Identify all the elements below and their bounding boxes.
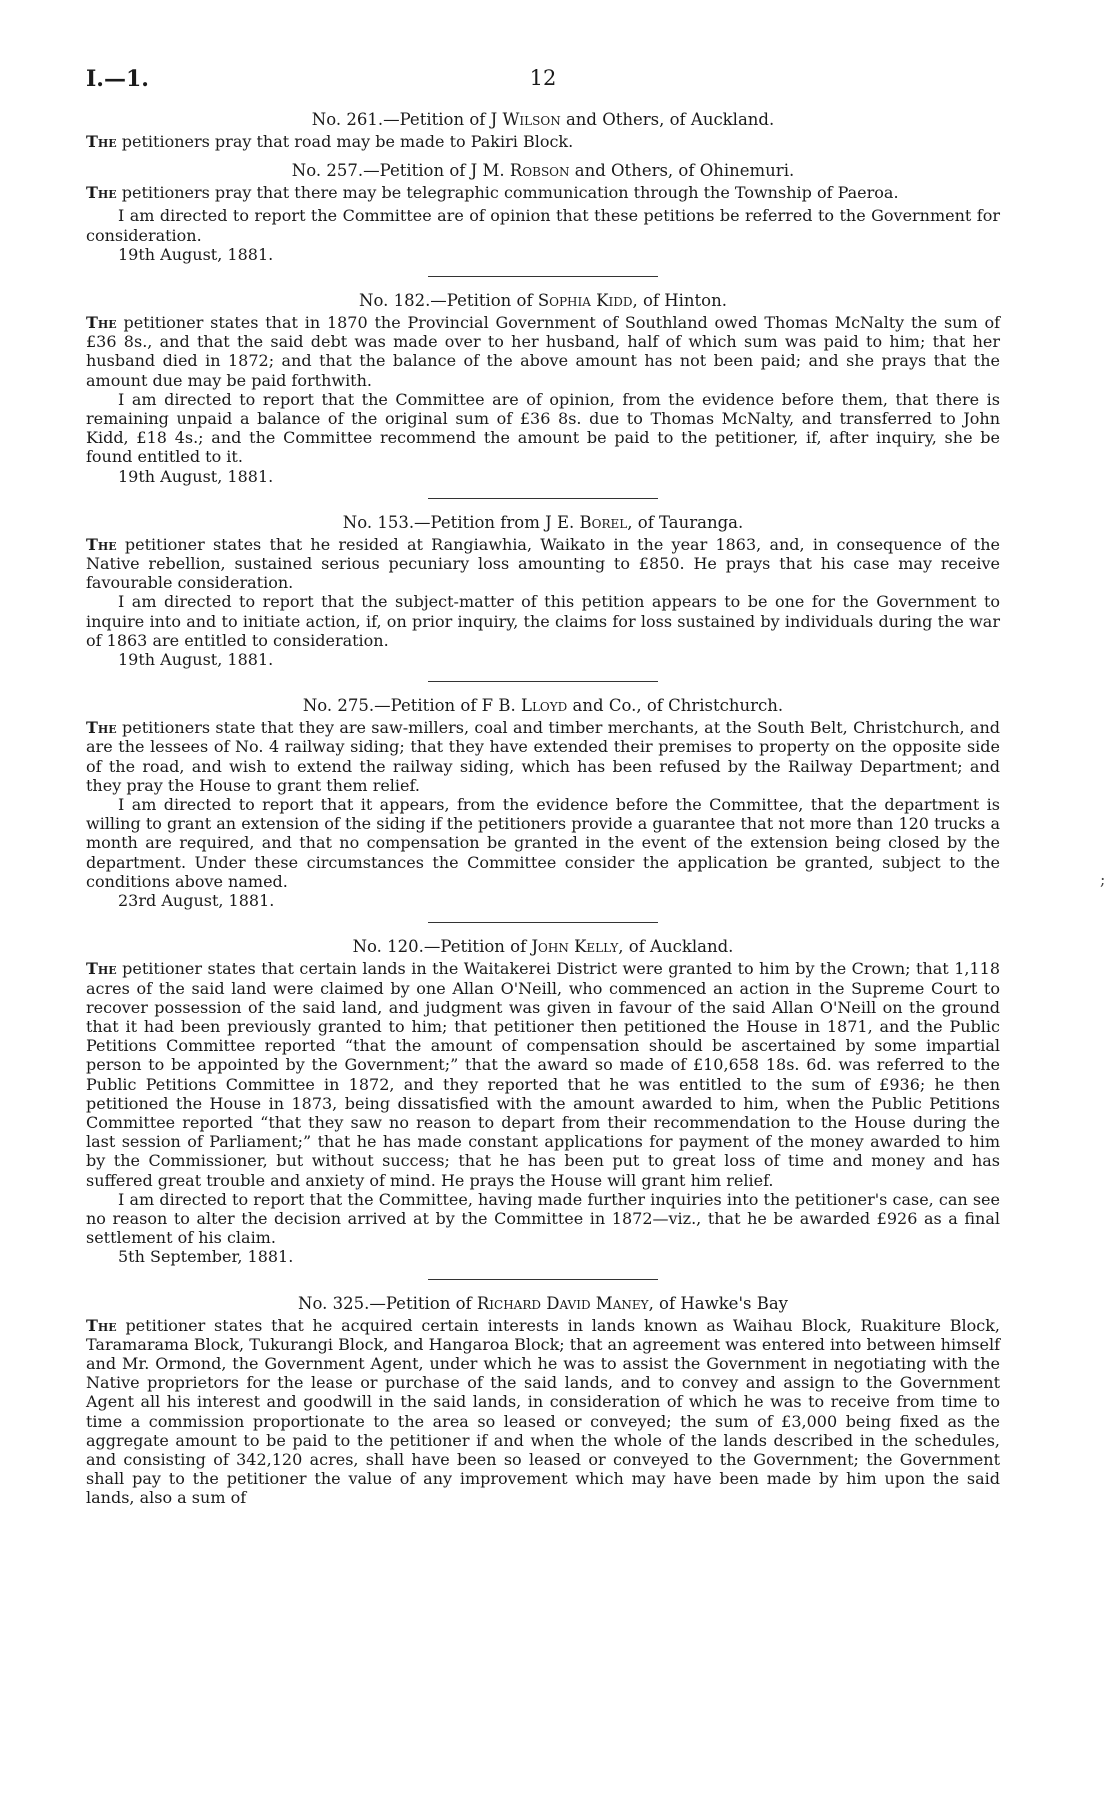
report-date: 19th August, 1881.: [118, 244, 274, 264]
report-date: 19th August, 1881.: [118, 650, 274, 670]
petition-title: No. 275.—Petition of F B. Lloyd and Co., of Christchurch.: [302, 696, 784, 716]
committee-report: I am directed to report that it appears, from the evidence before the Committee, that the department is willing to grant an extension of the siding if the petitioners provide a guarantee that not more than 120 trucks a month are required, and that no compensation be granted in the event of the extension being closed by the department. Under these circumstances the Committee consider the application be granted, subject to the conditions above named.: [86, 795, 1000, 891]
margin-mark: ;: [1100, 870, 1106, 889]
petition-body: The petitioner states that in 1870 the Provincial Government of Southland owed Thomas McNalty the sum of £36 8s., and that the said debt was made over to her husband, half of which sum was paid to him; that her husband died in 1872; and that the balance of the above amount has not been paid; and she prays that the amount due may be paid forthwith.: [86, 313, 1000, 390]
committee-report: I am directed to report that the Committee are of opinion, from the evidence before them, that there is remaining unpaid a balance of the original sum of £36 8s. due to Thomas McNalty, and transferred to John Kidd, £18 4s.; and the Committee recommend the amount be paid to the petitioner, if, after inquiry, she be found entitled to it.: [86, 389, 1000, 467]
document-page: [86, 66, 1000, 1508]
petition-title: No. 325.—Petition of Richard David Maney, of Hawke's Bay: [298, 1293, 788, 1313]
section-divider: [428, 681, 658, 682]
section-divider: [428, 922, 658, 923]
page-number: 12: [529, 66, 557, 90]
report-date: 5th September, 1881.: [118, 1247, 294, 1267]
section-divider: [428, 1279, 658, 1280]
petition-title: No. 257.—Petition of J M. Robson and Others, of Ohinemuri.: [291, 161, 795, 181]
page-header: [86, 66, 1000, 96]
petition-body: The petitioner states that he acquired certain interests in lands known as Waihau Block, Ruakiture Block, Taramarama Block, Tukurangi Block, and Hangaroa Block; that an agreement was entered into between himself and Mr. Ormond, the Government Agent, under which he was to assist the Government in negotiating with the Native proprietors for the lease or purchase of the said lands, and to convey and assign to the Government Agent all his interest and goodwill in the said lands, in consideration of which he was to receive from time to time a commission proportionate to the area so leased or conveyed; the sum of £3,000 being fixed as the aggregate amount to be paid to the petitioner if and when the whole of the lands described in the schedules, and consisting of 342,120 acres, shall have been so leased or conveyed to the Government; the Government shall pay to the petitioner the value of any improvement which may have been made by him upon the said lands, also a sum of: [86, 1315, 1000, 1508]
committee-report: I am directed to report that the subject-matter of this petition appears to be one for the Government to inquire into and to initiate action, if, on prior inquiry, the claims for loss sustained by individuals during the war of 1863 are entitled to consideration.: [86, 592, 1000, 650]
section-divider: [428, 276, 658, 277]
report-date: 23rd August, 1881.: [118, 891, 275, 911]
petition-title: No. 182.—Petition of Sophia Kidd, of Hinton.: [359, 291, 727, 311]
petition-title: No. 120.—Petition of John Kelly, of Auckland.: [352, 937, 734, 957]
petition-body: The petitioners state that they are saw-millers, coal and timber merchants, at the South Belt, Christchurch, and are the lessees of No. 4 railway siding; that they have extended their premises to property on the opposite side of the road, and wish to extend the railway siding, which has been refused by the Railway Department; and they pray the House to grant them relief.: [86, 718, 1000, 795]
report-date: 19th August, 1881.: [118, 466, 274, 486]
petition-title: No. 261.—Petition of J Wilson and Others, of Auckland.: [311, 110, 775, 129]
committee-report: I am directed to report that the Committee, having made further inquiries into the petitioner's case, can see no reason to alter the decision arrived at by the Committee in 1872—viz., that he be awarded £926 as a final settlement of his claim.: [86, 1189, 1000, 1248]
committee-report: I am directed to report the Committee are of opinion that these petitions be referred to the Government for consideration.: [86, 206, 1000, 245]
petition-body: The petitioners pray that there may be telegraphic communication through the Township of Paeroa.: [86, 183, 899, 203]
petition-153: [86, 513, 1000, 669]
petition-body: The petitioners pray that road may be made to Pakiri Block.: [86, 132, 574, 151]
petition-title: No. 153.—Petition from J E. Borel, of Tauranga.: [342, 512, 744, 532]
sheet-label: I.—1.: [86, 66, 149, 92]
petition-275: [86, 696, 1000, 910]
section-divider: [428, 498, 658, 499]
petition-261: [86, 110, 1000, 151]
petition-body: The petitioner states that certain lands in the Waitakerei District were granted to him by the Crown; that 1,118 acres of the said land were claimed by one Allan O'Neill, who commenced an action in the Supreme Court to recover possession of the said land, and judgment was given in favour of the said Allan O'Neill on the ground that it had been previously granted to him; that petitioner then petitioned the House in 1871, and the Public Petitions Committee reported “that the amount of compensation should be ascertained by some impartial person to be appointed by the Government;” that the award so made of £10,658 18s. 6d. was referred to the Public Petitions Committee in 1872, and they reported that he was entitled to the sum of £936; he then petitioned the House in 1873, being dissatisfied with the amount awarded to him, when the Public Petitions Committee reported “that they saw no reason to depart from their recommendation to the House during the last session of Parliament;” that he has made constant applications for payment of the money awarded to him by the Commissioner, but without success; that he has been put to great loss of time and money and has suffered great trouble and anxiety of mind. He prays the House will grant him relief.: [86, 959, 1000, 1190]
petition-325: [86, 1294, 1000, 1508]
petition-body: The petitioner states that he resided at Rangiawhia, Waikato in the year 1863, and, in consequence of the Native rebellion, sustained serious pecuniary loss amounting to £850. He prays that his case may receive favourable consideration.: [86, 534, 1000, 593]
petition-182: [86, 291, 1000, 486]
petition-120: [86, 937, 1000, 1266]
petition-257: [86, 161, 1000, 264]
